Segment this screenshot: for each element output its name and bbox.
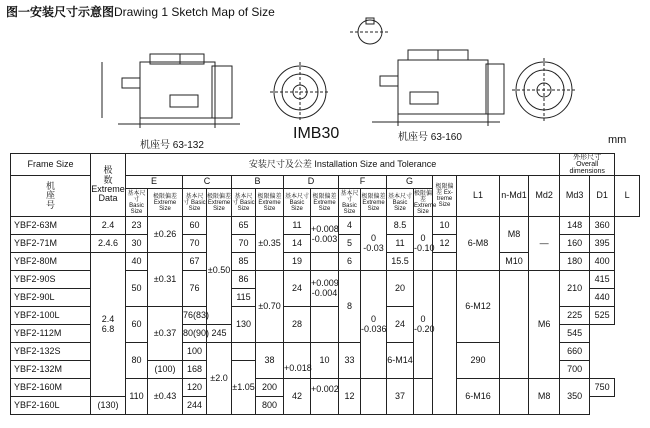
E-value: 60 (126, 307, 148, 343)
F-tol: 0 -0.036 (361, 271, 387, 379)
Md3-value: M6 (529, 271, 560, 379)
header-basic: 基本尺寸 Basic Size (232, 189, 256, 217)
C-value: 70 (183, 235, 207, 253)
B-value: 86 (232, 271, 256, 289)
F-tol: 0 -0.03 (361, 217, 387, 271)
B-tol: ±0.70 (256, 271, 284, 343)
D1-value: 290 (457, 343, 500, 379)
header-L1: L1 (457, 176, 500, 217)
G-tol: 0 -0.10 (414, 217, 433, 271)
C-value: 76(83) (183, 307, 207, 325)
E-tol: ±0.31 (148, 253, 183, 307)
table-row-frame: YBF2-112M (11, 325, 91, 343)
C-value: 76 (183, 271, 207, 307)
header-F: F (339, 176, 387, 189)
L-value: 660 (560, 343, 590, 361)
G-value: 8.5 (387, 217, 414, 235)
F-value: 4 (339, 217, 361, 235)
size-table (10, 153, 640, 415)
table-row-frame: YBF2-80M (11, 253, 91, 271)
F-tol (361, 379, 387, 415)
header-extreme: 极限偏差 Extreme Size (256, 189, 284, 217)
B-value: 65 (232, 217, 256, 235)
header-Md3: Md3 (560, 176, 590, 217)
C-value: 100 (183, 343, 207, 361)
L-value: 700 (560, 361, 590, 379)
D1-value: 245 (207, 325, 232, 343)
table-row-frame: YBF2-132M (11, 361, 91, 379)
table-row-frame: YBF2-132S (11, 343, 91, 361)
E-value: 80 (126, 343, 148, 379)
table-row-frame: YBF2-160M (11, 379, 91, 397)
table-row-frame: YBF2-71M (11, 235, 91, 253)
Md2-value (500, 271, 529, 379)
nMd1-value: 6-M14 (387, 343, 414, 379)
E-value: 40 (126, 253, 148, 271)
header-nMd1: n-Md1 (500, 176, 529, 217)
F-value: 5 (339, 235, 361, 253)
Md2-value: M8 (500, 217, 529, 253)
header-extreme: 极限偏差 Extreme Size (148, 189, 183, 217)
D-value: 28 (284, 307, 311, 343)
D1-value: 160 (560, 235, 590, 253)
F-value: 6 (339, 253, 361, 271)
L-value: 440 (590, 289, 615, 307)
E-value: 110 (126, 379, 148, 415)
header-G: G (387, 176, 433, 189)
D-tol: +0.009 -0.004 (311, 271, 339, 307)
E-tol: ±0.26 (148, 217, 183, 253)
poles-value: 2.4.6 (91, 235, 126, 253)
C-value: 80(90) (183, 325, 207, 343)
header-basic: 基本尺寸 Basic Size (183, 189, 207, 217)
B-value: 200 (256, 379, 284, 397)
poles-value: 2.4 6.8 (91, 253, 126, 397)
L-value: 415 (590, 271, 615, 289)
Md3-value: M8 (529, 379, 560, 415)
L-value: 800 (256, 397, 284, 415)
B-value: 85 (232, 253, 256, 271)
header-basic: 基本尺寸 Basic Size (284, 189, 311, 217)
F-value: 8 (339, 271, 361, 343)
B-value: 70 (232, 235, 256, 253)
L-value: 545 (560, 325, 590, 343)
header-extreme: 极限偏差 Extreme Size (311, 189, 339, 217)
D-value: 42 (284, 379, 311, 415)
header-C: C (183, 176, 232, 189)
E-tol: ±0.37 (148, 307, 183, 361)
table-row-frame: YBF2-100L (11, 307, 91, 325)
header-Md2: Md2 (529, 176, 560, 217)
G-value: 33 (339, 343, 361, 379)
Md2-value (500, 379, 529, 415)
E-value: 30 (126, 235, 148, 253)
D-value: 14 (284, 235, 311, 253)
header-basic: 基本尺寸 Basic Size (340, 190, 359, 215)
header-frame-size: Frame Size (11, 154, 91, 176)
table-row-frame: YBF2-63M (11, 217, 91, 235)
header-L: L (615, 176, 640, 217)
table-row-frame: YBF2-90L (11, 289, 91, 307)
F-value: 10 (311, 343, 339, 379)
caption-imb30: IMB30 (293, 125, 340, 142)
header-extreme: 极限偏差 Extreme Size (361, 189, 387, 217)
F-value: 12 (339, 379, 361, 415)
caption-frame-63-160: 机座号 63-160 (398, 132, 462, 143)
L1-value: 12 (433, 235, 457, 253)
table-row-frame: YBF2-160L (11, 397, 91, 415)
nMd1-value: 6-M12 (457, 271, 500, 343)
D1-value: 148 (560, 217, 590, 235)
header-install: 安装尺寸及公差 Installation Size and Tolerance (126, 154, 560, 176)
D-tol (311, 307, 339, 343)
header-D1: D1 (590, 176, 615, 217)
D-value: 38 (256, 343, 284, 379)
header-B: B (232, 176, 284, 189)
G-tol (414, 379, 433, 415)
C-value: 120 (183, 379, 207, 397)
C-tol: ±0.50 (207, 217, 232, 325)
L-value: 400 (590, 253, 615, 271)
D-value: 11 (284, 217, 311, 235)
caption-frame-63-132: 机座号 63-132 (140, 140, 204, 151)
header-E: E (126, 176, 183, 189)
L-value: 395 (590, 235, 615, 253)
nMd1-value: 6-M8 (457, 217, 500, 271)
D-tol: +0.008 -0.003 (311, 217, 339, 253)
E-tol: ±0.43 (148, 379, 183, 415)
D1-value: 180 (560, 253, 590, 271)
D-value: 19 (284, 253, 311, 271)
B-value: 130 (232, 307, 256, 343)
L1-value (433, 271, 457, 415)
D-tol (311, 253, 339, 271)
D-tol: +0.002 (311, 379, 339, 415)
header-frame-cn: 机 座 号 (11, 176, 91, 217)
L-value: 525 (590, 307, 615, 325)
E-value: 23 (126, 217, 148, 235)
C-value: (100) (148, 361, 183, 379)
B-tol: ±0.35 (256, 217, 284, 271)
B-value: 168 (183, 361, 207, 379)
header-extreme: 极限偏差 Extreme Size (207, 189, 232, 217)
L1-value (433, 253, 457, 271)
C-value: 60 (183, 217, 207, 235)
unit-label: mm (608, 134, 627, 146)
G-tol: 0 -0.20 (414, 271, 433, 379)
table-row-frame: YBF2-90S (11, 271, 91, 289)
B-value: 244 (183, 397, 207, 415)
B-value (232, 343, 256, 361)
L-value: 750 (590, 379, 615, 397)
nMd1-value: 6-M16 (457, 379, 500, 415)
G-value: 37 (387, 379, 414, 415)
E-value: 50 (126, 271, 148, 307)
poles-value: 2.4 (91, 217, 126, 235)
header-G-extreme: 极限偏差 Ex- treme Size (433, 176, 457, 217)
header-basic: 基本尺寸 Basic Size (127, 190, 146, 215)
G-value: 11 (387, 235, 414, 253)
B-value: 115 (232, 289, 256, 307)
header-basic: 基本尺寸 Basic Size (387, 189, 414, 217)
B-tol: ±1.05 (232, 361, 256, 415)
Md2-value: M10 (500, 253, 529, 271)
D-tol: +0.018 (284, 343, 311, 379)
D1-value: 225 (560, 307, 590, 325)
D1-value: 350 (560, 379, 590, 415)
header-D: D (284, 176, 339, 189)
G-value: 24 (387, 307, 414, 343)
L1-value: 10 (433, 217, 457, 235)
G-value: 15.5 (387, 253, 414, 271)
figure-title: 图一安装尺寸示意图Drawing 1 Sketch Map of Size (6, 5, 275, 19)
Md3-value: — (529, 217, 560, 271)
header-overall: 外形尺寸 Overall dimensions (560, 154, 615, 176)
header-poles: 极 数 Extreme Data (91, 154, 126, 217)
C-value: 67 (183, 253, 207, 271)
C-tol: ±2.0 (207, 343, 232, 415)
C-value: (130) (91, 397, 126, 415)
D-value: 24 (284, 271, 311, 307)
G-value: 20 (387, 271, 414, 307)
header-extreme: 极限偏差 Extreme Size (414, 190, 437, 215)
D1-value: 210 (560, 271, 590, 307)
L-value: 360 (590, 217, 615, 235)
